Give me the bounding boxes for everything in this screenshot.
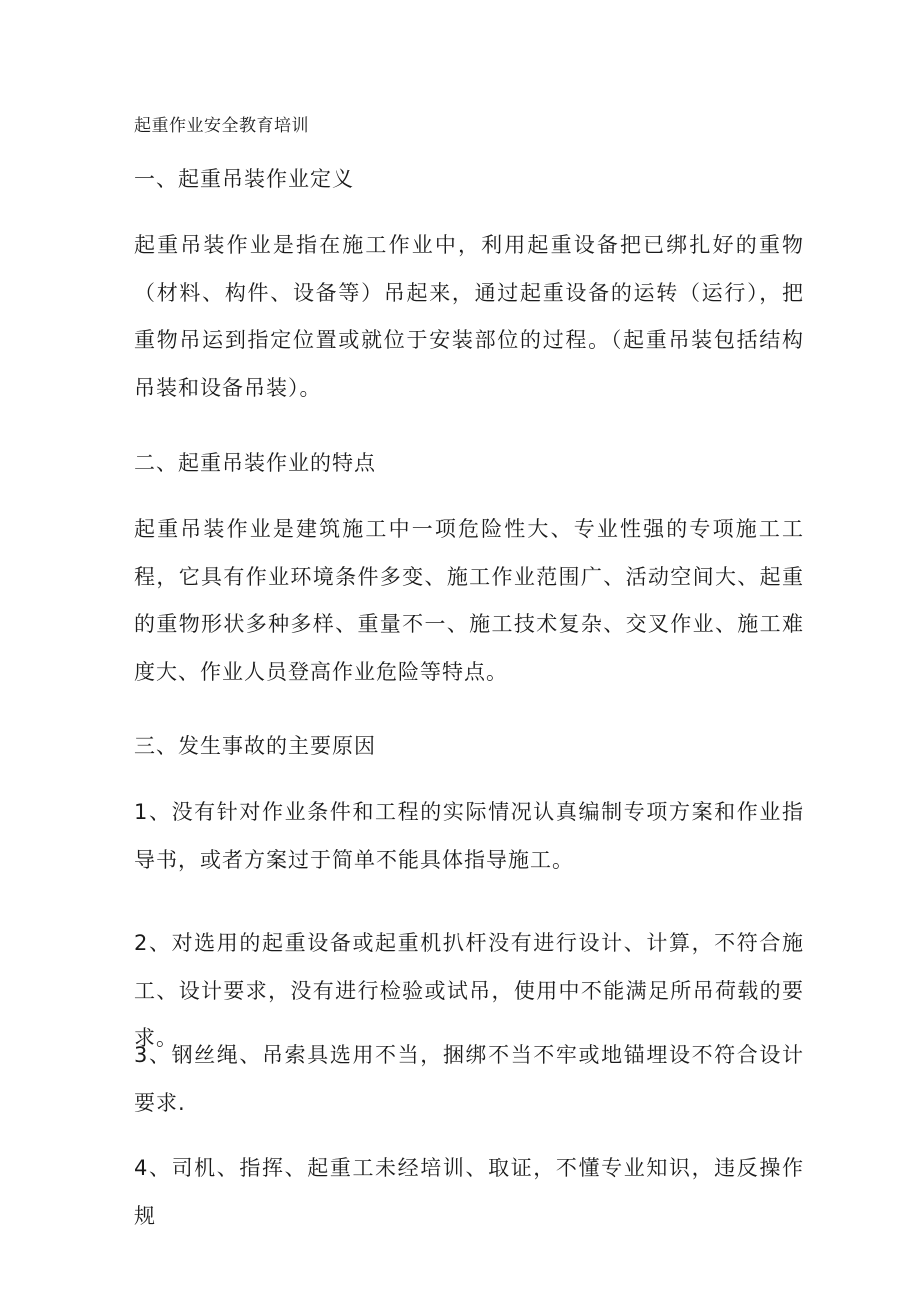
section-heading-accident-causes: 三、发生事故的主要原因 [134,734,376,758]
document-title: 起重作业安全教育培训 [134,116,309,136]
section-body-definition: 起重吊装作业是指在施工作业中，利用起重设备把已绑扎好的重物（材料、构件、设备等）吊起来，通过起重设备的运转（运行），把重物吊运到指定位置或就位于安装部位的过程。（起重吊装包括结构吊装和设备吊装）。 [134,233,804,400]
list-item-cause-2: 2、对选用的起重设备或起重机扒杆没有进行设计、计算，不符合施工、设计要求，没有进行检验或试吊，使用中不能满足所吊荷载的要求。 [134,931,804,1050]
section-body-characteristics: 起重吊装作业是建筑施工中一项危险性大、专业性强的专项施工工程，它具有作业环境条件多变、施工作业范围广、活动空间大、起重的重物形状多种多样、重量不一、施工技术复杂、交叉作业、施工难度大、作业人员登高作业危险等特点。 [134,517,804,684]
list-item-cause-1: 1、没有针对作业条件和工程的实际情况认真编制专项方案和作业指导书，或者方案过于简单不能具体指导施工。 [134,800,804,872]
section-heading-definition: 一、起重吊装作业定义 [134,167,354,191]
list-item-cause-4: 4、司机、指挥、起重工未经培训、取证，不懂专业知识，违反操作规 [134,1156,804,1228]
list-item-cause-3: 3、钢丝绳、吊索具选用不当，捆绑不当不牢或地锚埋设不符合设计要求. [134,1043,804,1115]
section-heading-characteristics: 二、起重吊装作业的特点 [134,451,376,475]
